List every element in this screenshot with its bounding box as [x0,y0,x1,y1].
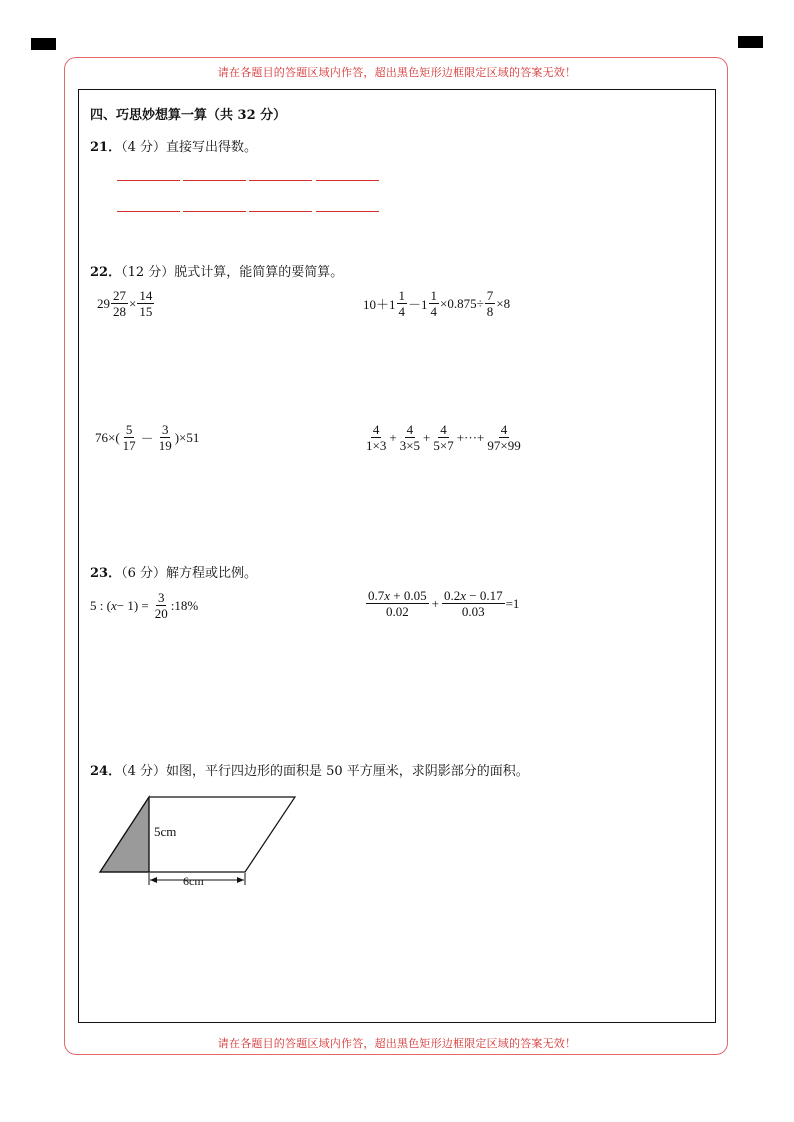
denominator: 5×7 [433,438,454,453]
section-title: 四、巧思妙想算一算（共 32 分） [90,108,287,123]
term: )×51 [174,429,200,445]
numerator [442,588,505,604]
operator: + [423,429,431,445]
q23-stem [90,562,257,581]
variable: x [110,597,117,613]
term: 5 : ( [90,597,111,613]
denominator: 28 [113,304,126,319]
term: ×8 [496,295,511,311]
answer-blank[interactable] [316,180,379,181]
fraction [364,422,388,453]
answer-blank[interactable] [249,180,312,181]
fraction [153,590,170,621]
denominator: 17 [122,438,136,453]
denominator: 97×99 [487,438,521,453]
numerator: 4 [406,422,414,437]
fraction [485,288,496,319]
operator: × [129,295,137,311]
arrow-right-icon [237,877,244,883]
q23-number: 23． [90,566,122,581]
q22-number: 22． [90,265,122,280]
numerator: 3 [157,590,165,605]
fraction [111,288,128,319]
variable: x [384,588,391,603]
q24-number: 24． [90,764,122,779]
answer-blank[interactable] [249,211,312,212]
numerator: 14 [139,288,153,303]
denominator: 3×5 [399,438,421,453]
fraction [442,588,505,619]
term: ×0.875÷ [440,295,484,311]
ellipsis: +···+ [456,429,485,445]
answer-blank[interactable] [183,211,246,212]
fraction [366,588,429,619]
fraction [121,422,138,453]
denominator: 0.02 [385,604,409,619]
q21-stem [90,136,257,155]
numerator: 4 [440,422,447,437]
q24-text: （4 分）如图，平行四边形的面积是 50 平方厘米，求阴影部分的面积。 [121,764,529,779]
term: + 0.05 [390,588,427,603]
denominator: 0.03 [461,604,485,619]
fraction [398,422,422,453]
height-label: 5cm [154,824,177,839]
term: − 0.17 [466,588,503,603]
term: 0.2 [443,588,461,603]
denominator: 4 [430,304,438,319]
answer-blank[interactable] [117,180,180,181]
denominator: 1×3 [366,438,387,453]
q22-expr-1 [97,288,155,319]
denominator: 19 [158,438,172,453]
fraction [431,422,455,453]
operator: + [431,595,439,611]
corner-mark-right [738,36,763,48]
numerator: 4 [372,422,380,437]
term: =1 [505,595,520,611]
numerator: 27 [113,288,126,303]
operator: － [140,431,154,446]
term: 10＋1 [363,297,396,312]
term: 0.7 [368,588,385,603]
denominator: 15 [139,304,153,319]
q21-text: （4 分）直接写出得数。 [121,140,257,155]
q22-stem [90,261,343,280]
term: − 1) = [116,597,149,613]
numerator: 3 [161,422,169,437]
q22-expr-2 [363,288,510,319]
fraction [485,422,522,453]
operator: + [389,429,397,445]
arrow-left-icon [150,877,157,883]
corner-mark-left [31,38,56,50]
q22-expr-3 [95,422,199,453]
term: :18% [170,597,199,613]
numerator: 4 [500,422,508,437]
numerator [366,588,429,604]
q23-text: （6 分）解方程或比例。 [121,566,257,581]
notice-bottom: 请在各题目的答题区域内作答，超出黑色矩形边框限定区域的答案无效！ [217,1037,577,1050]
fraction [397,288,408,319]
q22-text: （12 分）脱式计算，能简算的要简算。 [121,265,344,280]
fraction [429,288,440,319]
numerator: 7 [486,288,494,303]
whole-number: 29 [97,295,110,311]
answer-blank[interactable] [316,211,379,212]
variable: x [460,588,466,603]
numerator: 1 [430,288,438,303]
denominator: 4 [398,304,406,319]
denominator: 8 [486,304,494,319]
answer-blank[interactable] [117,211,180,212]
q21-number: 21． [90,140,122,155]
numerator: 1 [398,288,406,303]
term: －1 [408,297,428,312]
notice-top: 请在各题目的答题区域内作答，超出黑色矩形边框限定区域的答案无效！ [217,66,577,79]
numerator: 5 [125,422,133,437]
q22-expr-4 [363,422,524,453]
fraction [157,422,174,453]
q24-stem [90,760,529,779]
denominator: 20 [154,606,168,621]
fraction [137,288,154,319]
base-label: 6cm [183,874,204,888]
answer-blank[interactable] [183,180,246,181]
parallelogram-figure [95,792,300,892]
q23-expr-2 [365,588,519,619]
q23-expr-1 [90,590,198,621]
term: 76×( [95,429,120,445]
